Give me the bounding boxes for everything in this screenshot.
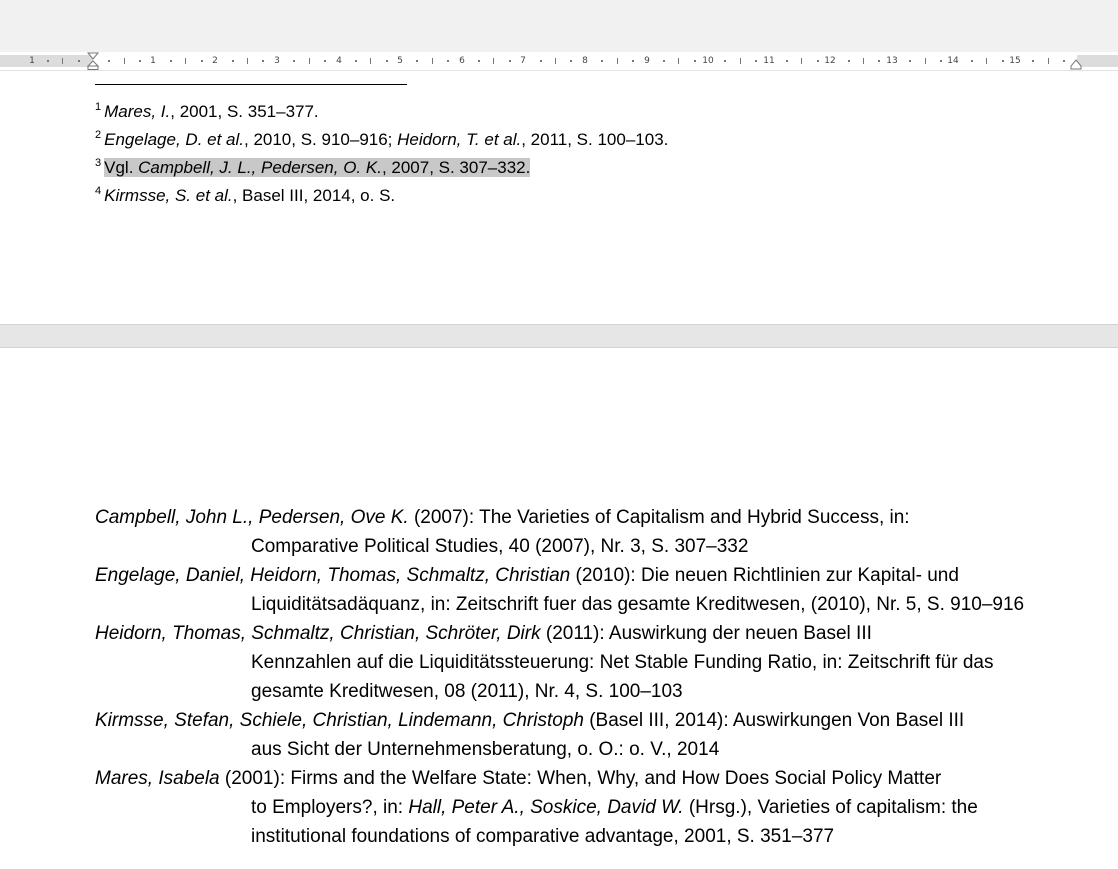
bib-line: Comparative Political Studies, 40 (2007), Nr. 3, S. 307–332 xyxy=(251,536,749,557)
ruler-tick xyxy=(370,58,371,64)
footnote-text: , 2007, S. 307–332. xyxy=(381,158,531,177)
footnote-text: , 2010, S. 910–916; xyxy=(244,130,398,149)
ruler-dot xyxy=(971,60,973,62)
ruler-tick xyxy=(1048,58,1049,64)
ruler-dot xyxy=(386,60,388,62)
ruler-dot xyxy=(232,60,234,62)
ruler-tick xyxy=(309,58,310,64)
bib-editors: Hall, Peter A., Soskice, David W. xyxy=(408,797,684,818)
ruler-dot xyxy=(78,60,80,62)
ruler-tick xyxy=(678,58,679,64)
bib-text: (2010): Die neuen Richtlinien zur Kapital- und xyxy=(570,565,959,586)
footnote-number: 3 xyxy=(95,157,102,169)
ruler-number: 8 xyxy=(582,56,588,66)
bib-authors: Mares, Isabela xyxy=(95,768,220,789)
footnote-text: , 2001, S. 351–377. xyxy=(170,102,319,121)
ruler-number: 6 xyxy=(459,56,465,66)
ruler-dot xyxy=(416,60,418,62)
footnote-3[interactable] xyxy=(95,154,1095,182)
ruler-dot xyxy=(817,60,819,62)
ruler-number: 12 xyxy=(824,56,836,66)
ruler-tick xyxy=(62,58,63,64)
bib-text: (Basel III, 2014): Auswirkungen Von Basel III xyxy=(583,710,965,731)
ruler-dot xyxy=(909,60,911,62)
ruler-dot xyxy=(201,60,203,62)
footnote-author: Engelage, D. et al. xyxy=(104,130,244,149)
ruler-tick xyxy=(986,58,987,64)
ruler-number: 10 xyxy=(702,56,714,66)
ruler-dot xyxy=(478,60,480,62)
bib-entry-heidorn[interactable] xyxy=(95,619,1085,706)
ruler-dot xyxy=(1002,60,1004,62)
ruler-dot xyxy=(262,60,264,62)
ruler-dot xyxy=(293,60,295,62)
ruler-number: 3 xyxy=(274,56,280,66)
ruler-dot xyxy=(1063,60,1065,62)
ruler-tick xyxy=(185,58,186,64)
footnote-author: Heidorn, T. et al. xyxy=(397,130,522,149)
ruler-tick xyxy=(863,58,864,64)
ruler-dot xyxy=(170,60,172,62)
bib-authors: Engelage, Daniel, Heidorn, Thomas, Schmaltz, Christian xyxy=(95,565,571,586)
ruler-number: 5 xyxy=(397,56,403,66)
ruler-dot xyxy=(47,60,49,62)
footnote-author: Mares, I. xyxy=(104,102,171,121)
ruler-dot xyxy=(540,60,542,62)
bib-line xyxy=(95,706,1085,735)
footnote-number: 1 xyxy=(95,101,102,113)
footnote-1[interactable] xyxy=(95,98,1095,126)
ruler-dot xyxy=(139,60,141,62)
ruler-right-margin xyxy=(1077,55,1118,67)
bib-line: aus Sicht der Unternehmensberatung, o. O.: o. V., 2014 xyxy=(251,739,720,760)
bib-line xyxy=(95,503,1085,532)
ruler-tick xyxy=(555,58,556,64)
footnote-author: Kirmsse, S. et al. xyxy=(104,186,233,205)
first-line-indent-marker-icon[interactable] xyxy=(87,52,99,70)
ruler-dot xyxy=(940,60,942,62)
bib-text: to Employers?, in: xyxy=(251,797,409,818)
bib-line xyxy=(173,793,1085,822)
ruler-tick xyxy=(124,58,125,64)
ruler-tick xyxy=(801,58,802,64)
bib-text: (2001): Firms and the Welfare State: When, Why, and How Does Social Policy Matter xyxy=(219,768,942,789)
bibliography-list xyxy=(95,503,1085,851)
ruler-dot xyxy=(848,60,850,62)
footnote-list xyxy=(95,98,1095,210)
footnote-text: , Basel III, 2014, o. S. xyxy=(232,186,396,205)
ruler-dot xyxy=(786,60,788,62)
bib-entry-campbell[interactable] xyxy=(95,503,1085,561)
footnote-number: 2 xyxy=(95,129,102,141)
ruler-dot xyxy=(570,60,572,62)
ruler-dot xyxy=(632,60,634,62)
selected-text-highlight[interactable] xyxy=(104,158,530,177)
ruler-tick xyxy=(740,58,741,64)
ruler-dot xyxy=(1032,60,1034,62)
bib-authors: Heidorn, Thomas, Schmaltz, Christian, Schröter, Dirk xyxy=(95,623,541,644)
ruler-number: 7 xyxy=(520,56,526,66)
bib-line: gesamte Kreditwesen, 08 (2011), Nr. 4, S. 100–103 xyxy=(251,681,683,702)
bib-line: institutional foundations of comparative advantage, 2001, S. 351–377 xyxy=(251,826,835,847)
ruler-number: 14 xyxy=(947,56,959,66)
horizontal-ruler[interactable] xyxy=(0,52,1118,71)
ruler-number: 1 xyxy=(150,56,156,66)
ruler-tick xyxy=(925,58,926,64)
ruler-number: 9 xyxy=(644,56,650,66)
ruler-dot xyxy=(601,60,603,62)
ruler-tick xyxy=(247,58,248,64)
bib-text: (2007): The Varieties of Capitalism and Hybrid Success, in: xyxy=(408,507,910,528)
footnote-author: Campbell, J. L., Pedersen, O. K. xyxy=(138,158,382,177)
page-break-gap xyxy=(0,324,1118,348)
ruler-dot xyxy=(447,60,449,62)
ruler-dot xyxy=(108,60,110,62)
page-footnote-area xyxy=(0,71,1118,324)
ruler-number: 15 xyxy=(1009,56,1021,66)
ruler-number-left-1: 1 xyxy=(29,56,35,66)
ruler-number: 4 xyxy=(336,56,342,66)
ruler-dot xyxy=(694,60,696,62)
ruler-dot xyxy=(509,60,511,62)
bib-text: (Hrsg.), Varieties of capitalism: the xyxy=(683,797,978,818)
ruler-dot xyxy=(355,60,357,62)
bib-line xyxy=(95,619,1085,648)
ruler-tick xyxy=(493,58,494,64)
ruler-tick xyxy=(432,58,433,64)
ruler-dot xyxy=(663,60,665,62)
ruler-dot xyxy=(324,60,326,62)
page-bibliography xyxy=(0,348,1118,869)
ruler-dot xyxy=(755,60,757,62)
footnote-prefix: Vgl. xyxy=(104,158,139,177)
bib-authors: Kirmsse, Stefan, Schiele, Christian, Lindemann, Christoph xyxy=(95,710,584,731)
ruler-number: 2 xyxy=(212,56,218,66)
bib-line xyxy=(95,561,1085,590)
bib-authors: Campbell, John L., Pedersen, Ove K. xyxy=(95,507,409,528)
ruler-dot xyxy=(724,60,726,62)
bib-entry-engelage[interactable] xyxy=(95,561,1085,619)
right-indent-marker-icon[interactable] xyxy=(1070,58,1082,70)
bib-entry-mares[interactable] xyxy=(95,764,1085,851)
bib-text: (2011): Auswirkung der neuen Basel III xyxy=(540,623,872,644)
footnote-2[interactable] xyxy=(95,126,1095,154)
bib-line xyxy=(95,764,1085,793)
bib-line: Liquiditätsadäquanz, in: Zeitschrift fuer das gesamte Kreditwesen, (2010), Nr. 5, S. 910–916 xyxy=(251,594,1025,615)
ruler-number: 11 xyxy=(763,56,775,66)
bib-line: Kennzahlen auf die Liquiditätssteuerung: Net Stable Funding Ratio, in: Zeitschrift für das xyxy=(251,652,994,673)
ruler-dot xyxy=(878,60,880,62)
footnote-text: , 2011, S. 100–103. xyxy=(521,130,669,149)
ruler-number: 13 xyxy=(886,56,898,66)
ribbon-area-background xyxy=(0,0,1118,52)
footnote-number: 4 xyxy=(95,185,102,197)
footnote-4[interactable] xyxy=(95,182,1095,210)
footnote-separator xyxy=(95,84,407,85)
ruler-tick xyxy=(617,58,618,64)
bib-entry-kirmsse[interactable] xyxy=(95,706,1085,764)
